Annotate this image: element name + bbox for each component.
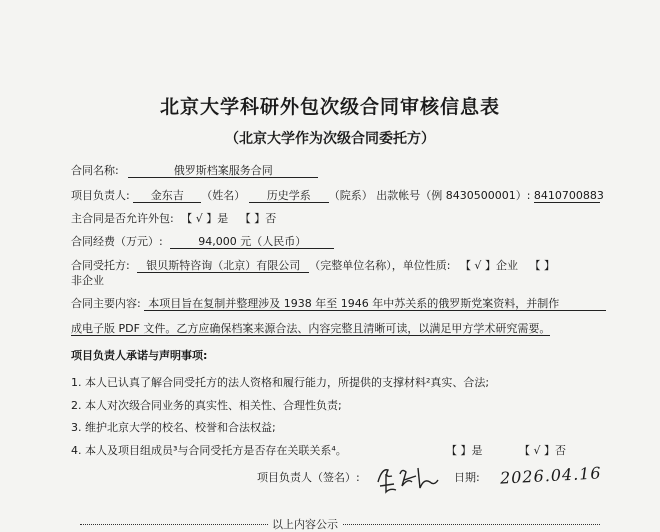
enterprise-checkbox: 【 √ 】企业 (459, 259, 518, 272)
commitment-item: 3. 维护北京大学的校名、校誉和合法权益; (71, 421, 276, 434)
content-row-2 (71, 322, 550, 336)
date-label: 日期: (454, 471, 480, 484)
contract-name-row (71, 164, 318, 178)
pi-row (71, 189, 604, 203)
contract-name-label: 合同名称: (71, 164, 119, 177)
pi-name-suffix: （姓名） (201, 189, 246, 202)
contractee-suffix: （完整单位名称），单位性质: (309, 259, 451, 272)
subcontract-label: 主合同是否允许外包: (71, 212, 174, 225)
commitment-item: 4. 本人及项目组成员³与合同受托方是否存在关联关系⁴。 (71, 444, 347, 457)
commitment-item: 2. 本人对次级合同业务的真实性、相关性、合理性负责; (71, 399, 342, 412)
pi-label: 项目负责人: (71, 189, 130, 202)
handwritten-date: 2026.04.16 (499, 463, 603, 488)
content-label: 合同主要内容: (71, 297, 141, 310)
content-line-1: 本项目旨在复制并整理涉及 1938 年至 1946 年中苏关系的俄罗斯党案资料，并制作 (144, 297, 606, 311)
commitments-heading: 项目负责人承诺与声明事项: (71, 349, 208, 362)
non-enterprise-label: 非企业 (71, 274, 104, 287)
subcontract-yes-checkbox: 【 √ 】是 (181, 212, 229, 225)
related-no-checkbox: 【 √ 】否 (519, 444, 567, 457)
pi-account-value: 8410700883 (533, 189, 604, 202)
pi-name: 金东吉 (133, 189, 201, 203)
non-enterprise-checkbox: 【 】 (529, 259, 555, 272)
signature-label: 项目负责人（签名）: (257, 471, 360, 484)
content-row-1 (71, 297, 606, 311)
contractee-row (71, 259, 555, 273)
funds-row (71, 235, 334, 249)
pi-dept: 历史学系 (249, 189, 329, 203)
related-yes-checkbox: 【 】是 (446, 444, 483, 457)
contractee-value: 银贝斯特咨询（北京）有限公司 (137, 259, 309, 273)
commitment-item: 1. 本人已认真了解合同受托方的法人资格和履行能力，所提供的支撑材料²真实、合法; (71, 376, 490, 389)
pi-dept-suffix: （院系） (328, 189, 373, 202)
content-line-2: 成电子版 PDF 文件。乙方应确保档案来源合法、内容完整且清晰可读，以满足甲方学术研究需要。 (71, 322, 551, 335)
page-title: 北京大学科研外包次级合同审核信息表 (159, 96, 500, 118)
page-subtitle: （北京大学作为次级合同委托方） (225, 131, 435, 147)
contractee-label: 合同受托方: (71, 259, 130, 272)
subcontract-row (71, 212, 276, 226)
funds-value: 94,000 元（人民币） (170, 235, 334, 249)
footer-notice: 以上内容公示 (268, 518, 342, 532)
handwritten-signature (372, 460, 444, 496)
funds-label: 合同经费（万元）: (71, 235, 163, 248)
pi-account-label: 出款帐号（例 8430500001）: (376, 189, 531, 202)
contract-name-value: 俄罗斯档案服务合同 (128, 164, 318, 178)
subcontract-no-checkbox: 【 】否 (239, 212, 277, 225)
